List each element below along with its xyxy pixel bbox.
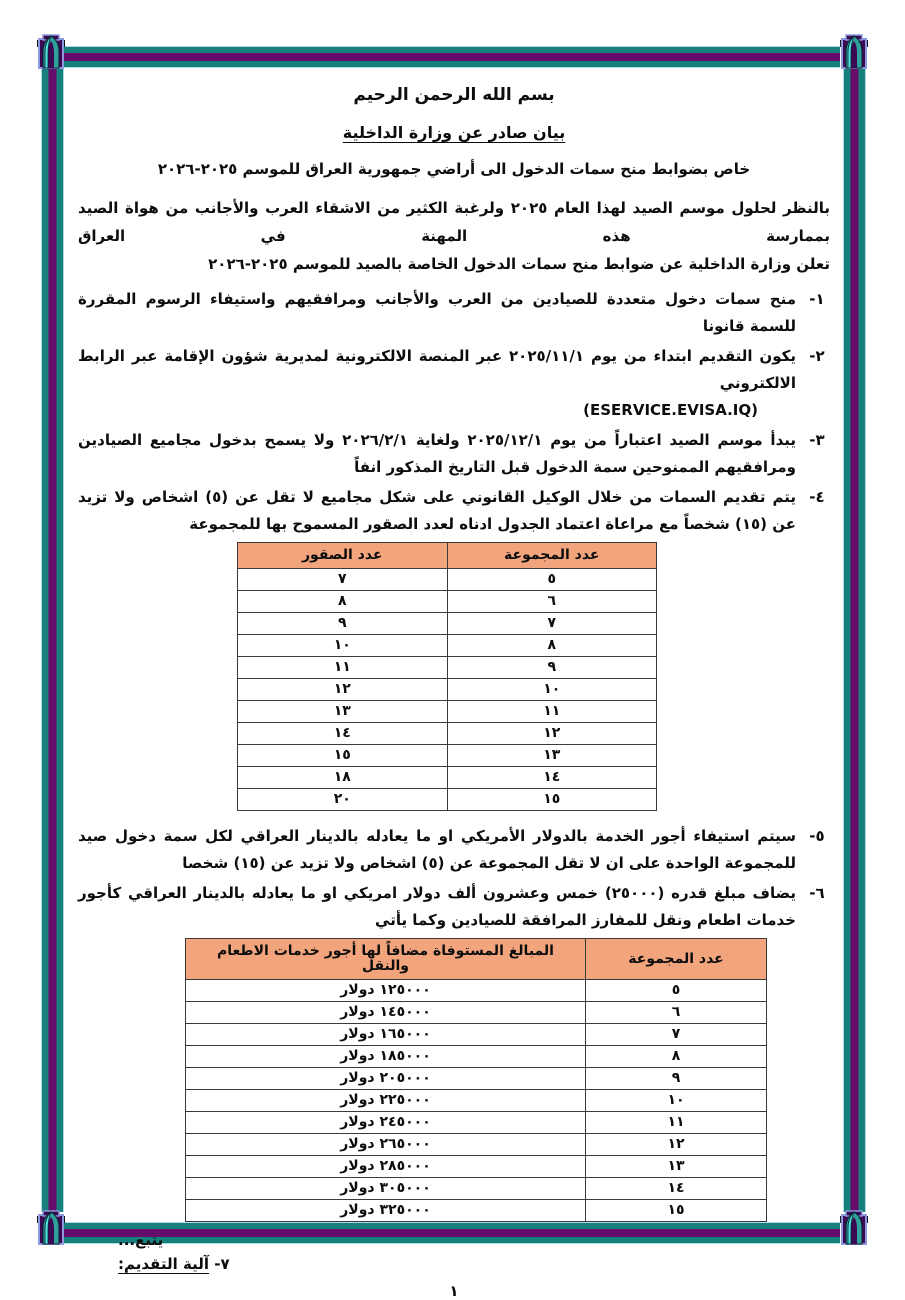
falcon-count-cell: ١٠	[238, 635, 448, 657]
amount-cell: ٢٦٥٠٠٠ دولار	[186, 1134, 586, 1156]
submission-mechanism-label: آلية التقديم:	[118, 1255, 209, 1273]
header-cell-group-count: عدد المجموعة	[447, 543, 657, 569]
item-text: منح سمات دخول متعددة للصيادين من العرب والأجانب ومرافقيهم واستيفاء الرسوم المقررة للسمة قانونا	[78, 290, 796, 335]
group-count-cell: ١٣	[447, 745, 657, 767]
item-text-line: يكون التقديم ابتداء من يوم ٢٠٢٥/١١/١ عبر المنصة الالكترونية لمديرية شؤون الإقامة عبر الرابط الالكتروني	[78, 347, 796, 392]
group-count-cell: ٩	[586, 1068, 767, 1090]
list-item-6	[78, 880, 830, 934]
header-cell-group-count: عدد المجموعة	[586, 939, 767, 980]
eservice-link-text: (ESERVICE.EVISA.IQ)	[583, 401, 758, 419]
amount-cell: ٣٢٥٠٠٠ دولار	[186, 1200, 586, 1222]
list-item-7	[118, 1252, 830, 1276]
table-row	[186, 1002, 767, 1024]
group-count-cell: ١١	[447, 701, 657, 723]
item-text	[78, 343, 796, 424]
group-count-cell: ١٠	[447, 679, 657, 701]
group-count-cell: ٨	[586, 1046, 767, 1068]
falcon-count-cell: ٩	[238, 613, 448, 635]
numbered-list	[78, 286, 830, 1222]
list-item-4	[78, 484, 830, 538]
group-count-cell: ١٥	[586, 1200, 767, 1222]
table-row	[186, 1068, 767, 1090]
header-cell-amount: المبالغ المستوفاة مضافاً لها أجور خدمات الاطعام والنقل	[186, 939, 586, 980]
amount-cell: ١٨٥٠٠٠ دولار	[186, 1046, 586, 1068]
falcon-allowance-table	[237, 542, 657, 811]
list-item-2	[78, 343, 830, 424]
group-count-cell: ٩	[447, 657, 657, 679]
table-row	[186, 980, 767, 1002]
falcon-count-cell: ١٤	[238, 723, 448, 745]
item-number: ٧-	[214, 1255, 230, 1273]
table-row	[238, 789, 657, 811]
group-count-cell: ١٤	[447, 767, 657, 789]
item-number: ٣-	[809, 431, 825, 449]
table-row	[186, 1178, 767, 1200]
falcon-count-cell: ١٣	[238, 701, 448, 723]
amount-cell: ١٢٥٠٠٠ دولار	[186, 980, 586, 1002]
table-row	[186, 1112, 767, 1134]
item-number: ٦-	[809, 884, 825, 902]
falcon-count-cell: ١٨	[238, 767, 448, 789]
item-text: يضاف مبلغ قدره (٢٥٠٠٠) خمس وعشرون ألف دولار امريكي او ما يعادله بالدينار العراقي كأجور خدمات اطعام ونقل للمفارز المرافقة للصيادين وكما يأتي	[78, 884, 796, 929]
table-row	[238, 745, 657, 767]
arch-ornament-icon	[839, 32, 869, 70]
amount-cell: ١٤٥٠٠٠ دولار	[186, 1002, 586, 1024]
list-item-3	[78, 427, 830, 481]
table-row	[238, 591, 657, 613]
subject-line: خاص بضوابط منح سمات الدخول الى أراضي جمهورية العراق للموسم ٢٠٢٥-٢٠٢٦	[157, 160, 751, 178]
service-fees-table	[185, 938, 767, 1222]
table-row	[238, 767, 657, 789]
page-number: ١	[449, 1282, 459, 1300]
table-row	[186, 1200, 767, 1222]
amount-cell: ٢٠٥٠٠٠ دولار	[186, 1068, 586, 1090]
fees-table-header	[186, 939, 767, 980]
group-count-cell: ٦	[447, 591, 657, 613]
group-count-cell: ١١	[586, 1112, 767, 1134]
group-count-cell: ٦	[586, 1002, 767, 1024]
item-number: ١-	[809, 290, 825, 308]
table-row	[186, 1024, 767, 1046]
group-count-cell: ١٥	[447, 789, 657, 811]
falcon-count-cell: ١٢	[238, 679, 448, 701]
intro-paragraph-line1: بالنظر لحلول موسم الصيد لهذا العام ٢٠٢٥ ولرغبة الكثير من الاشقاء العرب والأجانب من هواة الصيد بممارسة هذه المهنة في العراق	[78, 199, 830, 245]
arch-ornament-icon	[36, 1208, 66, 1246]
table-row	[238, 613, 657, 635]
intro-paragraph-line2: تعلن وزارة الداخلية عن ضوابط منح سمات الدخول الخاصة بالصيد للموسم ٢٠٢٥-٢٠٢٦	[208, 255, 830, 273]
falcon-count-cell: ١١	[238, 657, 448, 679]
header-cell-falcon-count: عدد الصقور	[238, 543, 448, 569]
frame-band-right	[843, 66, 866, 1212]
falcon-table-header	[238, 543, 657, 569]
item-number: ٥-	[809, 827, 825, 845]
statement-title	[78, 122, 830, 143]
frame-band-top	[64, 46, 840, 68]
table-row	[238, 657, 657, 679]
item-text: يتم تقديم السمات من خلال الوكيل القانوني على شكل مجاميع لا تقل عن (٥) اشخاص ولا تزيد عن (١٥) شخصاً مع مراعاة اعتماد الجدول ادناه لعدد الصقور المسموح بها للمجموعة	[78, 488, 796, 533]
amount-cell: ٣٠٥٠٠٠ دولار	[186, 1178, 586, 1200]
amount-cell: ٢٤٥٠٠٠ دولار	[186, 1112, 586, 1134]
group-count-cell: ١٢	[447, 723, 657, 745]
group-count-cell: ١٣	[586, 1156, 767, 1178]
amount-cell: ١٦٥٠٠٠ دولار	[186, 1024, 586, 1046]
group-count-cell: ١٤	[586, 1178, 767, 1200]
eservice-link-line	[78, 397, 796, 424]
falcon-table-body	[238, 569, 657, 811]
falcon-count-cell: ٨	[238, 591, 448, 613]
table-row	[238, 723, 657, 745]
list-item-1	[78, 286, 830, 340]
document-content	[78, 70, 830, 1300]
amount-cell: ٢٢٥٠٠٠ دولار	[186, 1090, 586, 1112]
item-number: ٢-	[809, 347, 825, 365]
fees-table-body	[186, 980, 767, 1222]
table-row	[186, 1090, 767, 1112]
falcon-count-cell: ٧	[238, 569, 448, 591]
table-row	[186, 1046, 767, 1068]
group-count-cell: ٥	[447, 569, 657, 591]
table-header-row	[186, 939, 767, 980]
falcon-count-cell: ١٥	[238, 745, 448, 767]
item-text: سيتم استيفاء أجور الخدمة بالدولار الأمريكي او ما يعادله بالدينار العراقي لكل سمة دخول صيد للمجموعة الواحدة على ان لا تقل المجموعة عن (٥) اشخاص ولا تزيد عن (١٥) شخصا	[78, 827, 796, 872]
group-count-cell: ٥	[586, 980, 767, 1002]
group-count-cell: ١٠	[586, 1090, 767, 1112]
arch-ornament-icon	[839, 1208, 869, 1246]
item-text: يبدأ موسم الصيد اعتباراً من يوم ٢٠٢٥/١٢/١ ولغاية ٢٠٢٦/٢/١ ولا يسمح بدخول مجاميع الصيادين ومرافقيهم الممنوحين سمة الدخول قبل التاريخ المذكور انفاً	[78, 431, 796, 476]
basmala-heading: بسم الله الرحمن الرحيم	[353, 85, 555, 105]
group-count-cell: ٧	[447, 613, 657, 635]
table-row	[238, 701, 657, 723]
table-row	[186, 1134, 767, 1156]
statement-title-text: بيان صادر عن وزارة الداخلية	[342, 123, 566, 142]
falcon-count-cell: ٢٠	[238, 789, 448, 811]
continued-label: يتبع...	[118, 1231, 164, 1249]
table-row	[238, 569, 657, 591]
group-count-cell: ١٢	[586, 1134, 767, 1156]
table-row	[238, 679, 657, 701]
table-row	[186, 1156, 767, 1178]
list-item-5	[78, 823, 830, 877]
frame-band-left	[41, 66, 64, 1212]
group-count-cell: ٧	[586, 1024, 767, 1046]
group-count-cell: ٨	[447, 635, 657, 657]
amount-cell: ٢٨٥٠٠٠ دولار	[186, 1156, 586, 1178]
table-header-row	[238, 543, 657, 569]
arch-ornament-icon	[36, 32, 66, 70]
table-row	[238, 635, 657, 657]
item-number: ٤-	[809, 488, 825, 506]
